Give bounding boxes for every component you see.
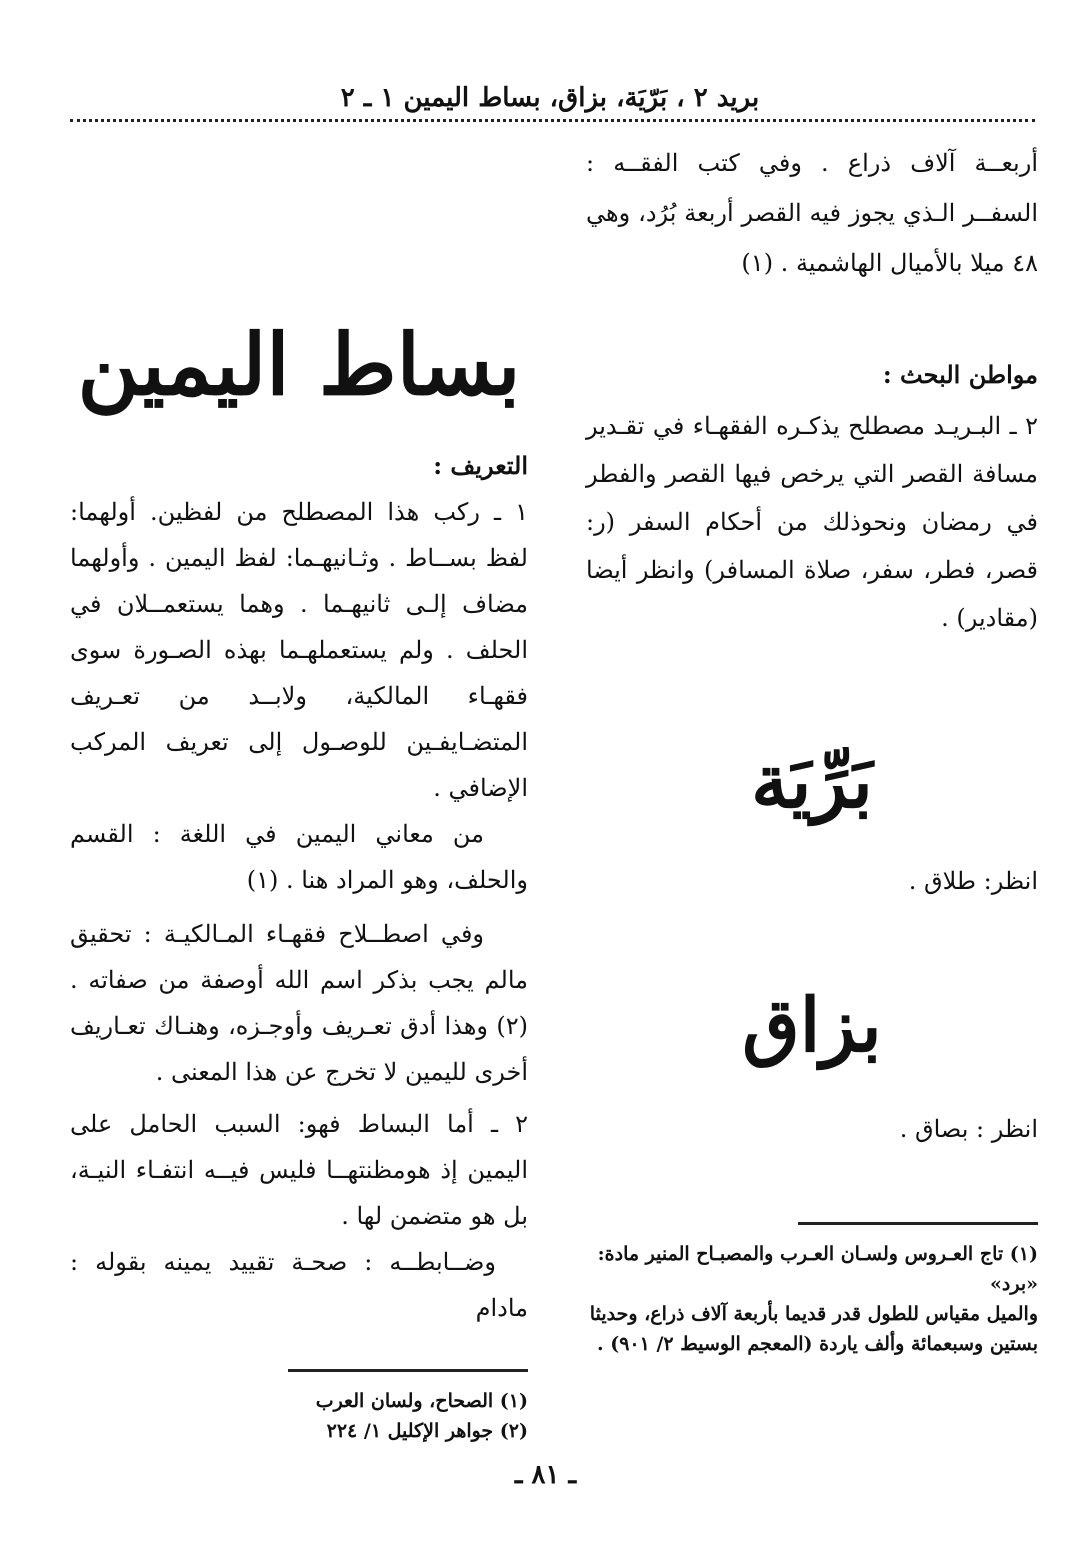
see-reference-busaq: انظر : بصاق .: [899, 1115, 1038, 1143]
footnote-right-1-line3: بستين وسبعمائة وألف ياردة (المعجم الوسيط ٢/ ٩٠١) .: [596, 1333, 1038, 1355]
footnote-left-2: (٢) جواهر الإكليل ١/ ٢٢٤: [326, 1420, 528, 1442]
paragraph-criterion: وضــابطــه : صحـة تقييد يمينه بقوله : مادام: [70, 1248, 528, 1322]
footnote-left-1: (١) الصحاح، ولسان العرب: [315, 1390, 528, 1412]
footnote-right-1-line1: (١) تاج العـروس ولسـان العـرب والمصبـاح المنير مادة: «برد»: [597, 1243, 1038, 1295]
header-dotted-rule: [70, 119, 1035, 122]
footnote-right-1-line2: والميل مقياس للطول قدر قديما بأربعة آلاف ذراع، وحديثا: [589, 1303, 1038, 1325]
entry-title-bariyya: بَرِّيَة: [751, 739, 873, 825]
see-reference-talaq: انظر: طلاق .: [908, 867, 1038, 895]
entry-title-bisat-al-yamin: بساط اليمين: [77, 315, 521, 414]
paragraph-definition-1: ١ ـ ركب هذا المصطلح من لفظين. أولهما: لفظ بســاط . وثـانيهـما: لفظ اليمين . وأولهما مضاف إلـى ثانيهـما . وهما يستعمــلان في الحلف . ولم يستعملهـما بهذه الصـورة سوى فقهـاء المالكية، ولابــد من تعـريف المتضـايفـين للوصـول إلى تعريف المركب الإضافي .: [70, 498, 528, 802]
entry-title-buzaq: بزاق: [742, 983, 882, 1069]
paragraph-linguistic-meaning: من معاني اليمين في اللغة : القسم والحلف، وهو المراد هنا . (١): [70, 820, 528, 894]
right-column: [586, 138, 1038, 1359]
left-column: [70, 315, 528, 1446]
running-header: بريد ٢ ، بَرّيَة، بزاق، بساط اليمين ١ ـ ٢: [340, 83, 760, 113]
paragraph-bisat-definition-2: ٢ ـ أما البساط فهو: السبب الحامل على اليمين إذ هومظنتهــا فليس فيــه انتفـاء النيـة، بل هو متضمن لها .: [70, 1110, 528, 1230]
paragraph-maliki-definition: وفي اصطــلاح فقهـاء المـالكيـة : تحقيق مالم يجب بذكر اسم الله أوصفة من صفاته . (٢) وهذا أدق تعـريف وأوجـزه، وهنـاك تعـاريف أخرى لليمين لا تخرج عن هذا المعنى .: [70, 920, 528, 1086]
page-number: ـ ٨١ ـ: [514, 1460, 577, 1490]
section-heading-research: مواطن البحث :: [882, 360, 1038, 389]
definition-heading: التعريف :: [433, 451, 528, 480]
continued-paragraph: أربعــة آلاف ذراع . وفي كتب الفقــه : السفــر الـذي يجوز فيه القصر أربعة بُرُد، وهي ٤٨ ميلا بالأميال الهاشمية . (١): [586, 149, 1038, 277]
paragraph-barid-2: ٢ ـ البـريـد مصطلح يذكـره الفقهـاء في تقـدير مسافة القصر التي يرخص فيها القصر والفطر في رمضان ونحوذلك من أحكام السفر (ر: قصر، فطر، سفر، صلاة المسافر) وانظر أيضا (مقادير) .: [586, 412, 1038, 632]
